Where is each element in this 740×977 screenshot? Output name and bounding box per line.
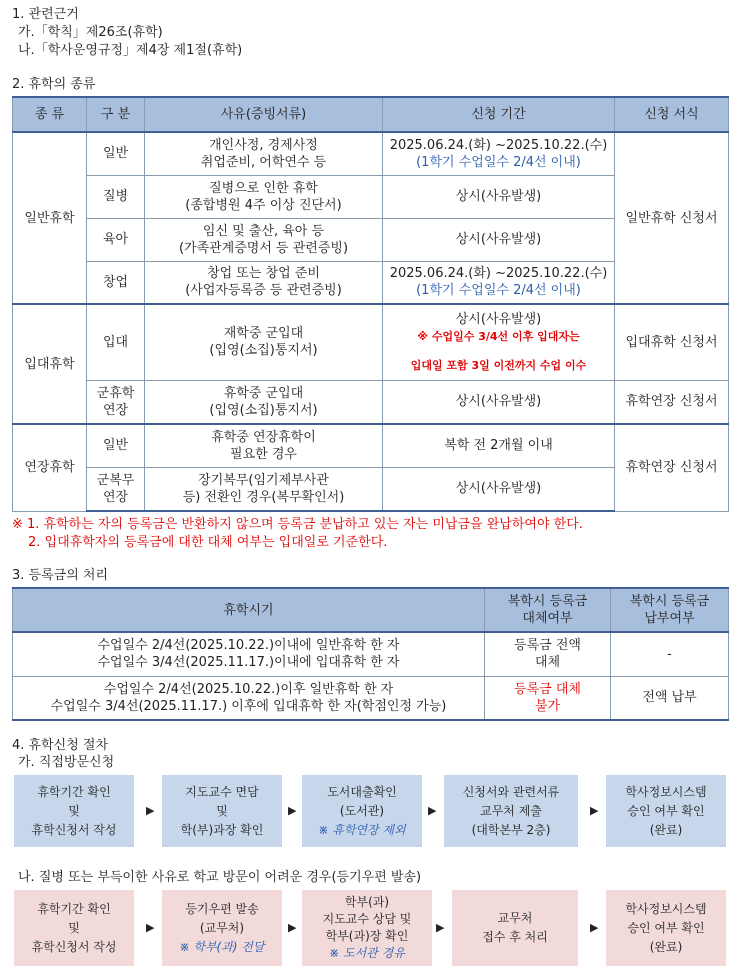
category-cell: 군휴학 연장 bbox=[87, 380, 145, 424]
period-cell: 상시(사유발생) ※ 수업일수 3/4선 이후 입대자는 입대일 포함 3일 이전까지 수업 이수 bbox=[383, 304, 615, 380]
visit-heading: 가. 직접방문신청 bbox=[18, 755, 115, 770]
substitution-cell: 등록금 대체 불가 bbox=[485, 676, 611, 720]
header-category: 구 분 bbox=[87, 97, 145, 132]
category-cell: 입대 bbox=[87, 304, 145, 380]
payment-cell: 전액 납부 bbox=[611, 676, 729, 720]
period-cell: 2025.06.24.(화) ~2025.10.22.(수) (1학기 수업일수 2/4선 이내) bbox=[383, 132, 615, 175]
reason-cell: 휴학중 군입대 (입영(소집)통지서) bbox=[145, 380, 383, 424]
header-form: 신청 서식 bbox=[615, 97, 729, 132]
substitution-cell: 등록금 전액 대체 bbox=[485, 632, 611, 676]
section-2-title: 2. 휴학의 종류 bbox=[12, 77, 96, 92]
arrow-icon: ▶ bbox=[590, 804, 599, 817]
arrow-icon: ▶ bbox=[590, 921, 599, 934]
category-cell: 군복무 연장 bbox=[87, 467, 145, 511]
reason-cell: 질병으로 인한 휴학 (종합병원 4주 이상 진단서) bbox=[145, 175, 383, 218]
reason-cell: 장기복무(임기제부사관 등) 전환인 경우(복무확인서) bbox=[145, 467, 383, 511]
visit-step-4: 신청서와 관련서류 교무처 제출 (대학본부 2층) bbox=[444, 775, 578, 847]
table-row bbox=[13, 632, 729, 676]
period-cell: 2025.06.24.(화) ~2025.10.22.(수) (1학기 수업일수 2/4선 이내) bbox=[383, 261, 615, 304]
reference-a: 가.「학칙」제26조(휴학) bbox=[18, 25, 163, 40]
section-3-title: 3. 등록금의 처리 bbox=[12, 568, 109, 583]
form-extension: 휴학연장 신청서 bbox=[615, 424, 729, 511]
reason-cell: 재학중 군입대 (입영(소집)통지서) bbox=[145, 304, 383, 380]
table-row bbox=[13, 676, 729, 720]
header-payment: 복학시 등록금 납부여부 bbox=[611, 588, 729, 632]
mail-step-5: 학사정보시스템 승인 여부 확인 (완료) bbox=[606, 890, 726, 966]
mail-step-1: 휴학기간 확인 및 휴학신청서 작성 bbox=[14, 890, 134, 966]
mail-step-4: 교무처 접수 후 처리 bbox=[452, 890, 578, 966]
reason-cell: 창업 또는 창업 준비 (사업자등록증 등 관련증빙) bbox=[145, 261, 383, 304]
header-substitution: 복학시 등록금 대체여부 bbox=[485, 588, 611, 632]
period-cell: 수업일수 2/4선(2025.10.22.)이내에 일반휴학 한 자 수업일수 3/4선(2025.11.17.)이내에 입대휴학 한 자 bbox=[13, 632, 485, 676]
form-cell: 입대휴학 신청서 bbox=[615, 304, 729, 380]
category-cell: 일반 bbox=[87, 132, 145, 175]
arrow-icon: ▶ bbox=[436, 921, 445, 934]
leave-types-table bbox=[12, 96, 729, 512]
reason-cell: 개인사정, 경제사정 취업준비, 어학연수 등 bbox=[145, 132, 383, 175]
header-reason: 사유(증빙서류) bbox=[145, 97, 383, 132]
reference-b: 나.「학사운영규정」제4장 제1절(휴학) bbox=[18, 43, 243, 58]
group-extension: 연장휴학 bbox=[13, 424, 87, 511]
period-cell: 상시(사유발생) bbox=[383, 218, 615, 261]
table-row bbox=[13, 424, 729, 467]
form-cell: 휴학연장 신청서 bbox=[615, 380, 729, 424]
visit-step-2: 지도교수 면담 및 학(부)과장 확인 bbox=[162, 775, 282, 847]
category-cell: 육아 bbox=[87, 218, 145, 261]
arrow-icon: ▶ bbox=[146, 921, 155, 934]
group-general: 일반휴학 bbox=[13, 132, 87, 304]
arrow-icon: ▶ bbox=[428, 804, 437, 817]
visit-step-3: 도서대출확인 (도서관) ※ 휴학연장 제외 bbox=[302, 775, 422, 847]
mail-heading: 나. 질병 또는 부득이한 사유로 학교 방문이 어려운 경우(등기우편 발송) bbox=[18, 870, 422, 885]
header-period: 휴학시기 bbox=[13, 588, 485, 632]
tuition-note-2: 2. 입대휴학자의 등록금에 대한 대체 여부는 입대일로 기준한다. bbox=[28, 535, 388, 550]
category-cell: 일반 bbox=[87, 424, 145, 467]
visit-step-5: 학사정보시스템 승인 여부 확인 (완료) bbox=[606, 775, 726, 847]
tuition-note-1: ※ 1. 휴학하는 자의 등록금은 반환하지 않으며 등록금 분납하고 있는 자는 미납금을 완납하여야 한다. bbox=[12, 517, 583, 532]
period-cell: 상시(사유발생) bbox=[383, 380, 615, 424]
period-cell: 상시(사유발생) bbox=[383, 175, 615, 218]
category-cell: 질병 bbox=[87, 175, 145, 218]
table-row bbox=[13, 380, 729, 424]
table-row bbox=[13, 304, 729, 380]
period-cell: 복학 전 2개월 이내 bbox=[383, 424, 615, 467]
reason-cell: 휴학중 연장휴학이 필요한 경우 bbox=[145, 424, 383, 467]
visit-step-1: 휴학기간 확인 및 휴학신청서 작성 bbox=[14, 775, 134, 847]
section-4-title: 4. 휴학신청 절차 bbox=[12, 738, 109, 753]
mail-step-2: 등기우편 발송 (교무처) ※ 학부(과) 전달 bbox=[162, 890, 282, 966]
reason-cell: 임신 및 출산, 육아 등 (가족관계증명서 등 관련증빙) bbox=[145, 218, 383, 261]
section-1-title: 1. 관련근거 bbox=[12, 7, 79, 22]
payment-cell: - bbox=[611, 632, 729, 676]
arrow-icon: ▶ bbox=[288, 804, 297, 817]
mail-step-3: 학부(과) 지도교수 상담 및 학부(과)장 확인 ※ 도서관 경유 bbox=[302, 890, 432, 966]
period-cell: 수업일수 2/4선(2025.10.22.)이후 일반휴학 한 자 수업일수 3/4선(2025.11.17.) 이후에 입대휴학 한 자(학점인정 가능) bbox=[13, 676, 485, 720]
arrow-icon: ▶ bbox=[146, 804, 155, 817]
group-military: 입대휴학 bbox=[13, 304, 87, 424]
header-type: 종 류 bbox=[13, 97, 87, 132]
header-period: 신청 기간 bbox=[383, 97, 615, 132]
arrow-icon: ▶ bbox=[288, 921, 297, 934]
period-cell: 상시(사유발생) bbox=[383, 467, 615, 511]
category-cell: 창업 bbox=[87, 261, 145, 304]
tuition-table bbox=[12, 587, 729, 721]
form-general: 일반휴학 신청서 bbox=[615, 132, 729, 304]
table-row bbox=[13, 132, 729, 175]
